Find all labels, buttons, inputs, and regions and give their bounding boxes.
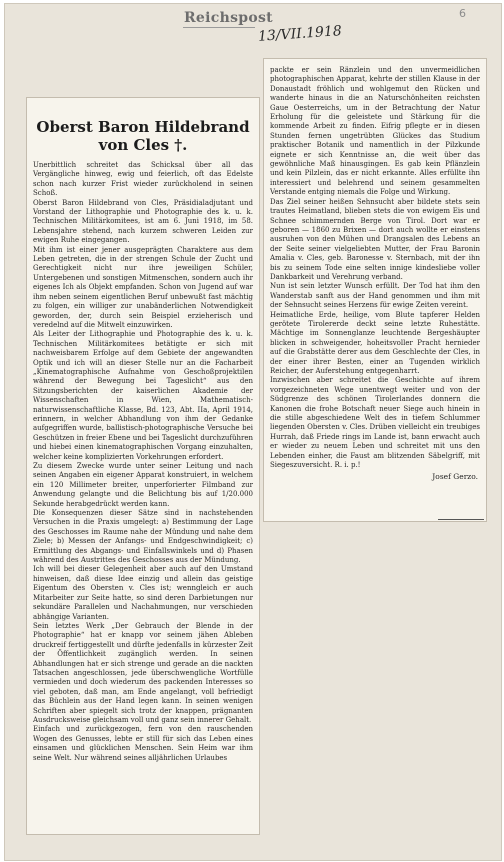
newspaper-stamp: Reichspost bbox=[184, 10, 273, 26]
handwritten-date: 13/VII.1918 bbox=[257, 23, 343, 45]
signature-underline bbox=[438, 519, 484, 520]
stamp-underline bbox=[183, 27, 255, 28]
article-title: Oberst Baron Hildebrand von Cles †. bbox=[36, 118, 250, 154]
page-number: 6 bbox=[459, 7, 466, 20]
article-signature: Josef Gerzo. bbox=[432, 472, 478, 482]
article-text-right: packte er sein Ränzlein und den unvermeidlichen photographischen Apparat, kehrte der stillen Klause in der Donaustadt fröhlich und wohlgemut den Rücken und wanderte hinaus in die an Naturschönheiten reichsten Gaue Oesterreichs, um in der Betrachtung der Natur Erholung für die geleistete und Stärkung für die kommende Arbeit zu finden. Eifrig pflegte er in diesen Stunden fernen ungetrübten Glückes das Studium praktischer Botanik und namentlich in der Pilzkunde eignete er sich Kenntnisse an, die weit über das gewöhnliche Maß hinausgingen. Es gab kein Pflänzlein und kein Pilzlein, das er nicht erkannte. Alles erfüllte ihn interessiert und belehrend und seinem gesammelten Verstande entging niemals die Folge und Wirkung. Das Ziel seiner heißen Sehnsucht aber bildete stets sein trautes Heimatland, blieben stets die von ewigem Eis und Schnee schimmernden Berge von Tirol. Dort war er geboren — 1860 zu Brixen — dort auch wollte er einstens ausruhen von den Mühen und Drangsalen des Lebens an der Seite seiner vielgeliebten Mutter, der Frau Baronin Amalia v. Cles, geb. Baronesse v. Sternbach, mit der ihn bis zu seinem Tode eine selten innige kindesliebe voller Dankbarkeit und Verehrung verband. Nun ist sein letzter Wunsch erfüllt. Der Tod hat ihm den Wanderstab sanft aus der Hand genommen und ihm mit der Sehnsucht seines Herzens für ewige Zeiten vereint. Heimatliche Erde, heilige, vom Blute tapferer Helden gerötete Tirolererde deckt seine letzte Ruhestätte. Mächtige im Sonnenglanze leuchtende Bergeshäupter blicken in schweigender, hoheitsvoller Pracht hernieder auf die Grabstätte derer aus dem Geschlechte der Cles, in der einer ihrer Besten, einer an Tugenden wirklich Reicher, der Auferstehung entgegenharrt. Inzwischen aber schreitet die Geschichte auf ihrem vorgezeichneten Wege unentwegt weiter und von der Südgrenze des schönen Tirolerlandes donnern die Kanonen die frohe Botschaft neuer Siege auch hinein in die stille abgeschiedene Welt des in tiefem Schlummer liegenden Obersten v. Cles. Drüben vielleicht ein treubiges Hurrah, daß Friede rings im Lande ist, bann erwacht auch er wieder zu neuem Leben und schreitet mit uns den Lebenden einher, die Faust am blitzenden Säbelgriff, mit Siegeszuversicht. R. i. p.! bbox=[270, 66, 480, 470]
clipping-right-column bbox=[264, 59, 486, 521]
clipping-left-column bbox=[27, 98, 259, 834]
article-text-left: Unerbittlich schreitet das Schicksal über all das Vergängliche hinweg, ewig und feierlich, oft das Edelste schon nach kurzer Frist wieder zurückholend in seinen Schoß. Oberst Baron Hildebrand von Cles, Präsidialadjutant und Vorstand der Lithographie und Photographie des k. u. k. Technischen Militärkomitees, ist am 6. Juni 1918, im 58. Lebensjahre stehend, nach kurzem schweren Leiden zur ewigen Ruhe eingegangen. Mit ihm ist einer jener ausgeprägten Charaktere aus dem Leben getreten, die in der strengen Schule der Zucht und Gerechtigkeit nicht nur ihre jeweiligen Schüler, Untergebenen und sonstigen Mitmenschen, sondern auch ihr eigenes Ich als Objekt empfanden. Schon von Jugend auf war ihm neben seinem eigentlichen Beruf unbewußt fast mächtig zu folgen, ein williger zur unabänderlichen Notwendigkeit geworden, der, durch sein Beispiel erzieherisch und veredelnd auf die Mitwelt einzuwirken. Als Leiter der Lithographie und Photographie des k. u. k. Technischen Militärkomitees betätigte er sich mit nachweisbarem Erfolge auf dem Gebiete der angewandten Optik und ich will an dieser Stelle nur an die Facharbeit „Kinematographische Aufnahme von Geschoßprojektilen während der Bewegung bei Tageslicht“ aus den Sitzungsberichten der kaiserlichen Akademie der Wissenschaften in Wien, Mathematisch-naturwissenschaftliche Klasse, Bd. 123, Abt. IIa, April 1914, erinnern, in welcher Abhandlung von ihm der Gedanke aufgegriffen wurde, ballistisch-photographische Versuche bei Geschützen in freier Ebene und bei Tageslicht durchzuführen und hiebei einen kinematographischen Vorgang einzuhalten, welcher keine komplizierten Vorkehrungen erfordert. Zu diesem Zwecke wurde unter seiner Leitung und nach seinen Angaben ein eigener Apparat konstruiert, in welchem ein 120 Millimeter breiter, unperforierter Filmband zur Anwendung gelangte und die Belichtung bis auf 1/20.000 Sekunde herabgedrückt werden kann. Die Konsequenzen dieser Sätze sind in nachstehenden Versuchen in die Praxis umgelegt: a) Bestimmung der Lage des Geschosses im Raume nahe der Mündung und nahe dem Ziele; b) Messen der Anfangs- und Endgeschwindigkeit; c) Ermittlung des Abgangs- und Einfallswinkels und d) Phasen während des Austrittes des Geschosses aus der Mündung. Ich will bei dieser Gelegenheit aber auch auf den Umstand hinweisen, daß diese Idee einzig und allein das geistige Eigentum des Obersten v. Cles ist; wenngleich er auch Mitarbeiter zur Seite hatte, so sind deren Darbietungen nur sekundäre Parallelen und Nachahmungen, nur verschieden abhängige Varianten. Sein letztes Werk „Der Gebrauch der Blende in der Photographie“ hat er knapp vor seinem jähen Ableben druckreif fertiggestellt und dürfte jedenfalls in kürzester Zeit der Öffentlichkeit zugänglich werden. In seinen Abhandlungen hat er sich strenge und gerade an die nackten Tatsachen angeschlossen, jede überschwengliche Wortfülle vermieden und doch wiederum des packenden Interesses so viel geboten, daß man, am Ende angelangt, voll befriedigt das Büchlein aus der Hand legen kann. In seinen wenigen Schriften aber spiegelt sich trotz der knappen, prägnanten Ausdrucksweise gleichsam voll und ganz sein innerer Gehalt. Einfach und zurückgezogen, fern von den rauschenden Wogen des Genusses, lebte er still für sich das Leben eines einsamen und glücklichen Menschen. Sein Heim war ihm seine Welt. Nur während seines alljährlichen Urlaubes bbox=[33, 161, 253, 762]
